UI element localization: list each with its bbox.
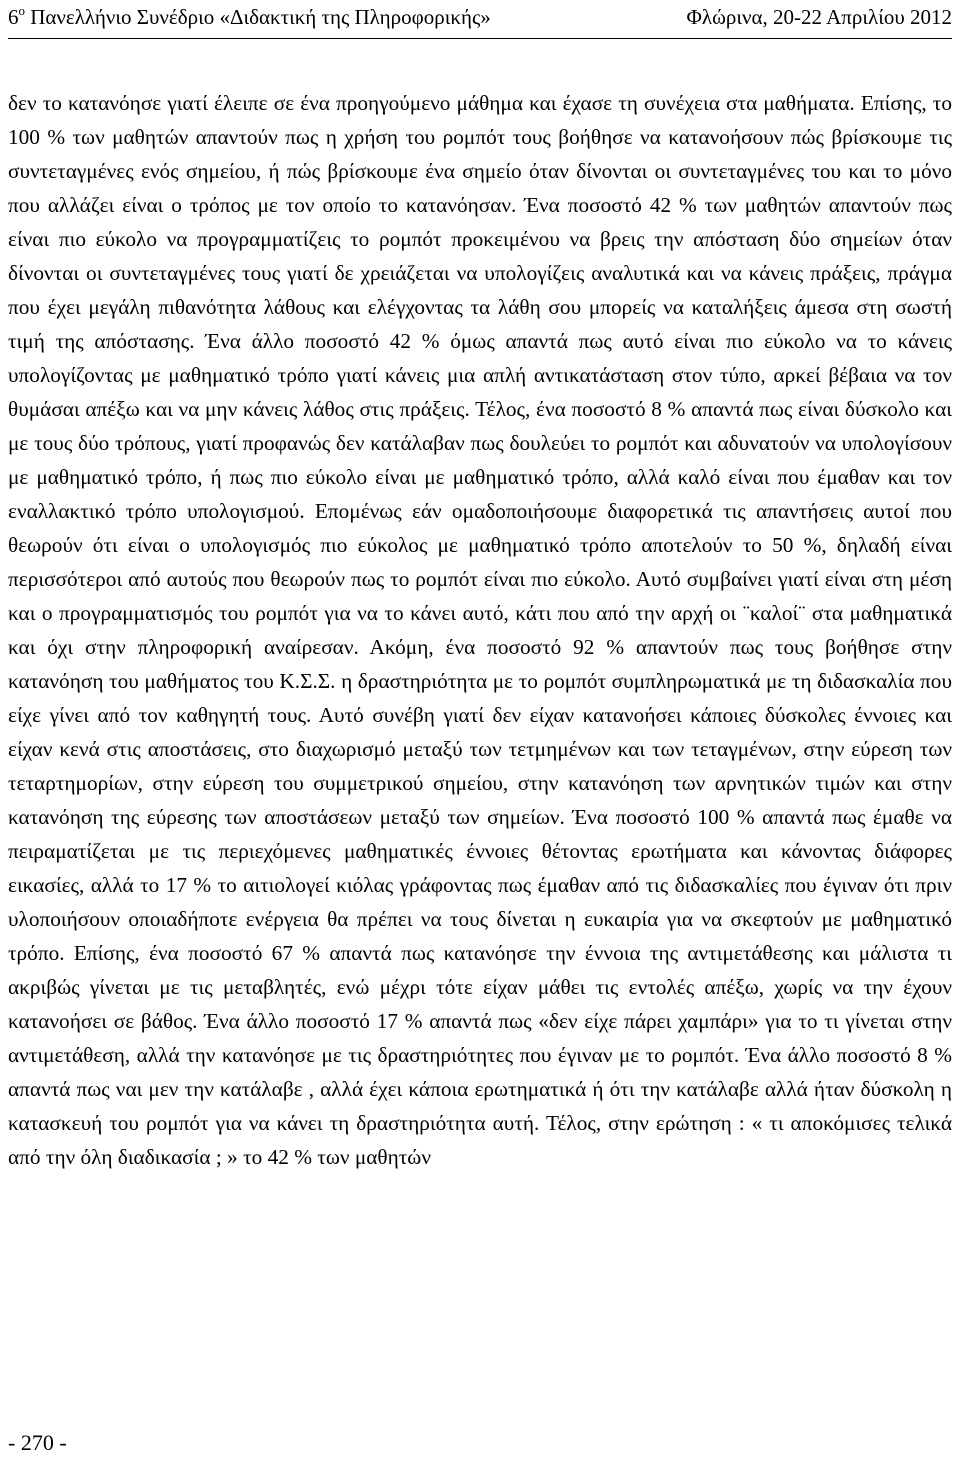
conference-title [8,2,491,32]
body-text [8,86,952,1174]
page-header [8,2,952,36]
conference-number: 6 [8,5,19,29]
ordinal-superscript: ο [18,3,25,18]
body-paragraph: δεν το κατανόησε γιατί έλειπε σε ένα προηγούμενο μάθημα και έχασε τη συνέχεια στα μαθήματα. Επίσης, το 100 % των μαθητών απαντούν πως η χρήση του ρομπότ τους βοήθησε να κατανοήσουν πώς βρίσκουμε τις συντεταγμένες ενός σημείου, ή πώς βρίσκουμε ένα σημείο όταν δίνονται οι συντεταγμένες του και το μόνο που αλλάζει είναι ο τρόπος με τον οποίο το κατανόησαν. Ένα ποσοστό 42 % των μαθητών απαντούν πως είναι πιο εύκολο να προγραμματίζεις το ρομπότ προκειμένου να βρεις την απόσταση δύο σημείων όταν δίνονται οι συντεταγμένες τους γιατί δε χρειάζεται να υπολογίζεις αναλυτικά και να κάνεις πράξεις, πράγμα που έχει μεγάλη πιθανότητα λάθους και ελέγχοντας τα λάθη σου μπορείς να καταλήξεις άμεσα στη σωστή τιμή της απόστασης. Ένα άλλο ποσοστό 42 % όμως απαντά πως αυτό είναι πιο εύκολο να το κάνεις υπολογίζοντας με μαθηματικό τρόπο γιατί κάνεις μια απλή αντικατάσταση στον τύπο, αρκεί βέβαια να τον θυμάσαι απέξω και να μην κάνεις λάθος στις πράξεις. Τέλος, ένα ποσοστό 8 % απαντά πως είναι δύσκολο και με τους δύο τρόπους, γιατί προφανώς δεν κατάλαβαν πως δουλεύει το ρομπότ και αδυνατούν να υπολογίσουν με μαθηματικό τρόπο, ή πως πιο εύκολο είναι με μαθηματικό τρόπο, αλλά καλό είναι που έμαθαν και τον εναλλακτικό τρόπο υπολογισμού. Επομένως εάν ομαδοποιήσουμε διαφορετικά τις απαντήσεις αυτοί που θεωρούν ότι είναι ο υπολογισμός πιο εύκολος με μαθηματικό τρόπο αποτελούν το 50 %, δηλαδή είναι περισσότεροι από αυτούς που θεωρούν πως το ρομπότ είναι πιο εύκολο. Αυτό συμβαίνει γιατί είναι στη μέση και ο προγραμματισμός του ρομπότ για να το κάνει αυτό, κάτι που από την αρχή οι ¨καλοί¨ στα μαθηματικά και όχι στην πληροφορική αναίρεσαν. Ακόμη, ένα ποσοστό 92 % απαντούν πως τους βοήθησε στην κατανόηση του μαθήματος του Κ.Σ.Σ. η δραστηριότητα με το ρομπότ συμπληρωματικά με τη διδασκαλία που είχε γίνει από τον καθηγητή τους. Αυτό συνέβη γιατί δεν είχαν κατανοήσει κάποιες δύσκολες έννοιες και είχαν κενά στις αποστάσεις, στο διαχωρισμό μεταξύ των τετμημένων και των τεταγμένων, στην εύρεση των τεταρτημορίων, στην εύρεση του συμμετρικού σημείου, στην κατανόηση των αρνητικών τιμών και στην κατανόηση της εύρεσης των αποστάσεων μεταξύ των σημείων. Ένα ποσοστό 100 % απαντά πως έμαθε να πειραματίζεται με τις περιεχόμενες μαθηματικές έννοιες θέτοντας ερωτήματα και κάνοντας διάφορες εικασίες, αλλά το 17 % το αιτιολογεί κιόλας γράφοντας πως έμαθαν από τις διδασκαλίες που έγιναν ότι πριν υλοποιήσουν οποιαδήποτε ενέργεια θα πρέπει να τους δίνεται η ευκαιρία για να σκεφτούν με μαθηματικό τρόπο. Επίσης, ένα ποσοστό 67 % απαντά πως κατανόησε την έννοια της αντιμετάθεσης και μάλιστα τι ακριβώς γίνεται με τις μεταβλητές, ενώ μέχρι τότε είχαν μάθει τις εντολές απέξω, χωρίς να την έχουν κατανοήσει σε βάθος. Ένα άλλο ποσοστό 17 % απαντά πως «δεν είχε πάρει χαμπάρι» για το τι γίνεται στην αντιμετάθεση, αλλά την κατανόησε με τις δραστηριότητες που έγιναν με το ρομπότ. Ένα άλλο ποσοστό 8 % απαντά πως ναι μεν την κατάλαβε , αλλά έχει κάποια ερωτηματικά ή ότι την κατάλαβε αλλά ήταν δύσκολη η κατασκευή του ρομπότ για να κάνει τη δραστηριότητα αυτή. Τέλος, στην ερώτηση : « τι αποκόμισες τελικά από την όλη διαδικασία ; » το 42 % των μαθητών [8,91,952,1169]
header-divider [8,38,952,39]
conference-name: Πανελλήνιο Συνέδριο «Διδακτική της Πληροφορικής» [25,5,491,29]
conference-location-date: Φλώρινα, 20-22 Απριλίου 2012 [686,5,952,29]
page-number: - 270 - [8,1430,67,1455]
